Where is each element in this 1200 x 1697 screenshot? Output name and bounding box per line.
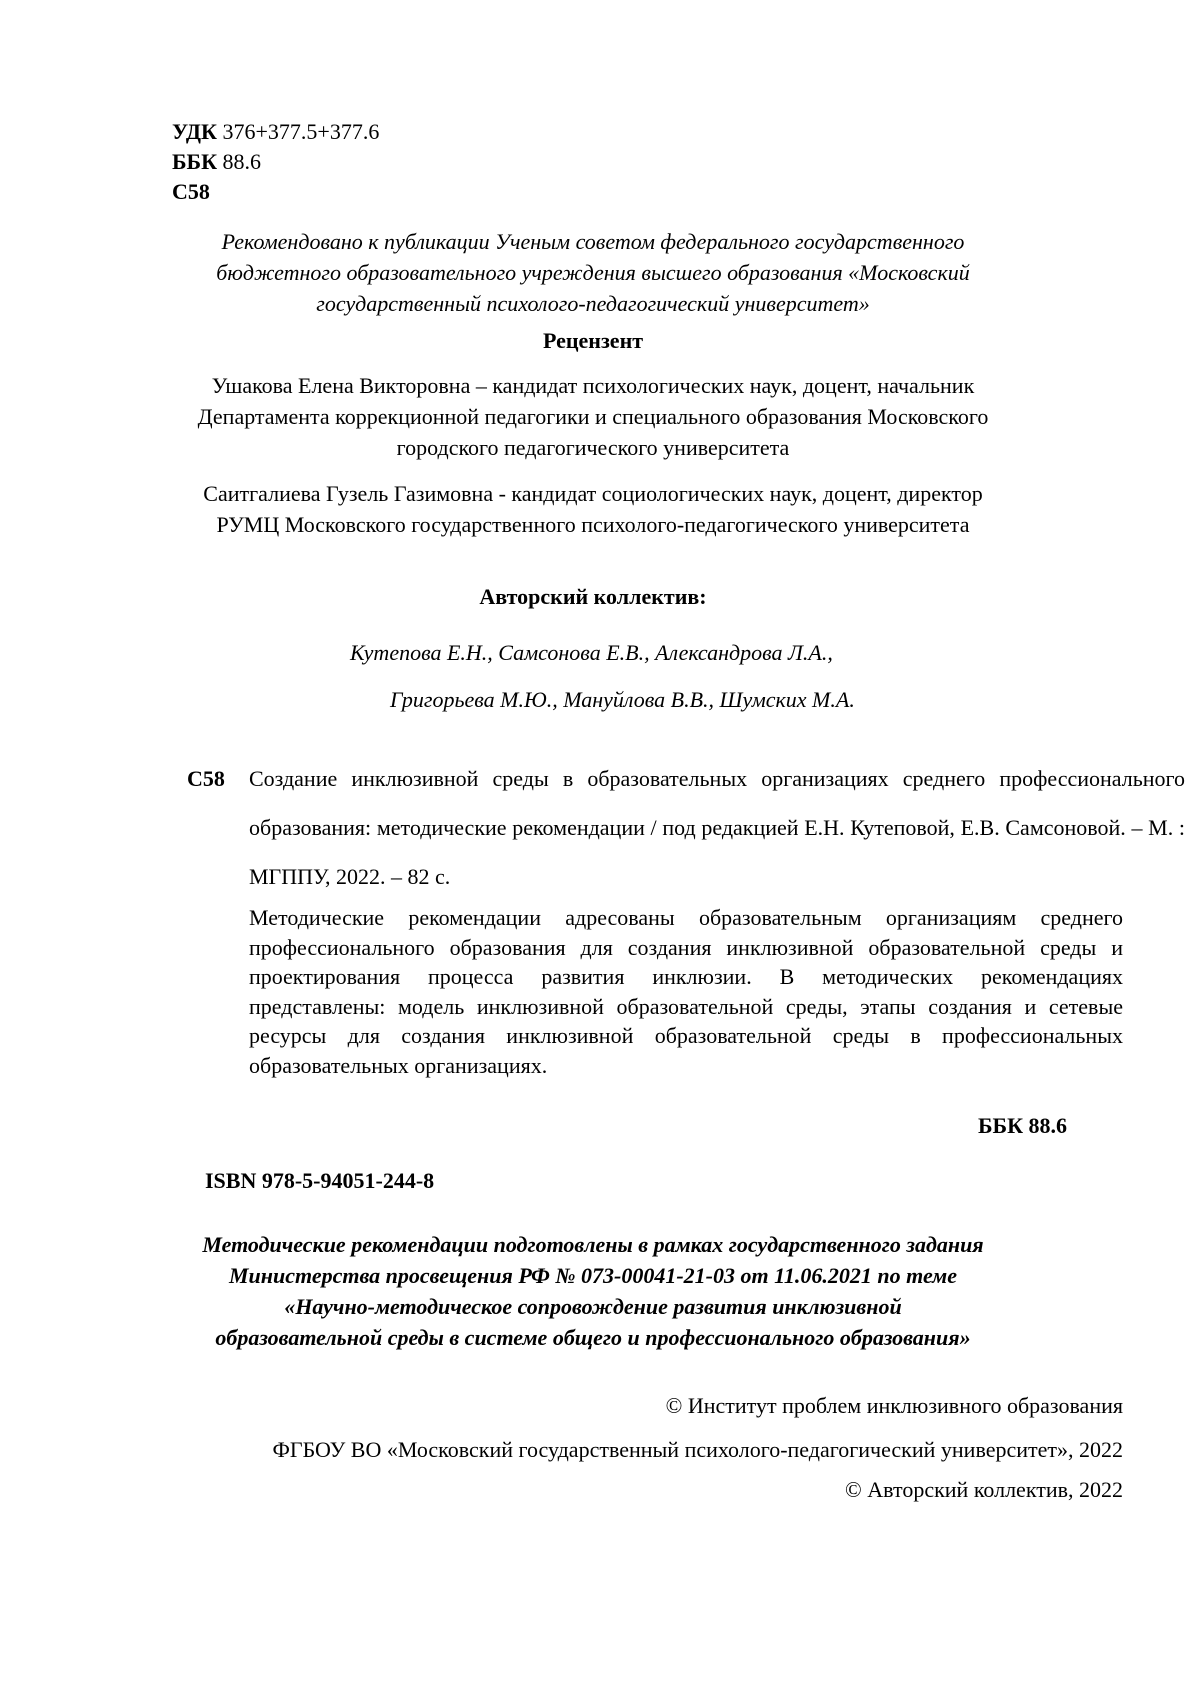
recommendation [150, 226, 1036, 319]
annotation: Методические рекомендации адресованы образовательным организациям среднего профессионального образования для создания инклюзивной образовательной среды и проектирования процесса развития инклюзии. В методических рекомендациях представлены: модель инклюзивной образовательной среды, этапы создания и сетевые ресурсы для создания инклюзивной образовательной среды в профессиональных образовательных организациях. [249, 905, 1123, 1078]
authors-heading: Авторский коллектив: [479, 584, 707, 609]
recommendation-line: Рекомендовано к публикации Ученым советом федерального государственного [221, 229, 965, 254]
recommendation-line: государственный психолого-педагогический университет» [316, 291, 870, 316]
bbk-label: ББК [172, 149, 218, 174]
funding-line: «Научно-методическое сопровождение развития инклюзивной [284, 1294, 902, 1319]
udk-value: 376+377.5+377.6 [217, 119, 380, 144]
copyright-institute: © Институт проблем инклюзивного образования [665, 1393, 1123, 1418]
recommendation-line: бюджетного образовательного учреждения высшего образования «Московский [216, 260, 970, 285]
authors-line-1: Кутепова Е.Н., Самсонова Е.В., Александрова Л.А., [350, 640, 833, 665]
authors-line-2: Григорьева М.Ю., Мануйлова В.В., Шумских М.А. [390, 687, 855, 712]
reviewer-2-line: Саитгалиева Гузель Газимовна - кандидат социологических наук, доцент, директор [203, 481, 983, 506]
funding-line: Методические рекомендации подготовлены в рамках государственного задания [202, 1232, 984, 1257]
copyright-university: ФГБОУ ВО «Московский государственный психолого-педагогический университет», 2022 [272, 1437, 1123, 1462]
reviewer-1 [150, 370, 1036, 463]
bibliographic-text: Создание инклюзивной среды в образовательных организациях среднего профессионального образования: методические рекомендации / под редакцией Е.Н. Кутеповой, Е.В. Самсоновой. – М. : МГППУ, 2022. – 82 с. [249, 766, 1185, 889]
reviewer-1-line: Ушакова Елена Викторовна – кандидат психологических наук, доцент, начальник [211, 373, 975, 398]
funding-line: Министерства просвещения РФ № 073-00041-21-03 от 11.06.2021 по теме [228, 1263, 958, 1288]
funding-note [150, 1229, 1036, 1353]
bibliographic-entry [187, 754, 1185, 901]
bbk-line [172, 146, 261, 177]
bibliographic-code: С58 [187, 766, 225, 791]
bbk-value: 88.6 [217, 149, 262, 174]
funding-line: образовательной среды в системе общего и профессионального образования» [215, 1325, 971, 1350]
reviewer-2 [150, 478, 1036, 540]
author-mark: С58 [172, 179, 210, 204]
udk-label: УДК [172, 119, 218, 144]
udk-line [172, 116, 379, 147]
reviewer-1-line: городского педагогического университета [396, 435, 790, 460]
isbn: ISBN 978-5-94051-244-8 [205, 1168, 435, 1193]
copyright-authors: © Авторский коллектив, 2022 [845, 1477, 1123, 1502]
bbk-bottom: ББК 88.6 [978, 1113, 1068, 1138]
reviewer-1-line: Департамента коррекционной педагогики и специального образования Московского [197, 404, 989, 429]
reviewer-heading: Рецензент [542, 328, 644, 353]
reviewer-2-line: РУМЦ Московского государственного психолого-педагогического университета [216, 512, 970, 537]
